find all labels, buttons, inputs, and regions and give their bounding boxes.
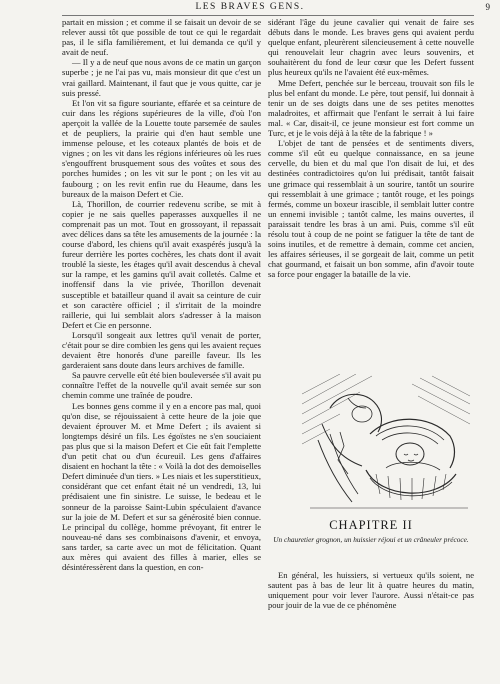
chapter-title: CHAPITRE II [329,518,413,532]
paragraph: Et l'on vit sa figure souriante, effarée et sa ceinture de cuir dans les régions supérieures de la ville, d'où l'on aperçoit la vallée de la Louette toute parsemée de saules et de peupliers, la prairie qui d'en haut semble une immense pelouse, et les coteaux plantés de bois et de vignes ; on les vit dans les régions inférieures où les rues s'engouffrent brusquement sous des voûtes et sous des porches humides ; on les vit sur le pont ; on les vit au faubourg ; on les revit enfin rue du Heaume, dans les bureaux de la maison Defert et Cie. [62,97,261,199]
paragraph: Les bonnes gens comme il y en a encore pas mal, quoi qu'on dise, se réjouissaient à cette heure de la joie que devaient éprouver M. et Mme Defert ; ils avaient si longtemps désiré un fils. Les égoïstes ne s'en souciaient pas plus que si la maison Defert et Cie eût fait l'emplette d'un petit chat ou d'un écureuil. Les gens d'affaires disaient en hochant la tête : « Voilà la dot des demoiselles Defert diminuée d'un tiers. » Les niais et les superstitieux, considérant que cet enfant était né un vendredi, 13, lui prédisaient une fin sinistre. Le suisse, le bedeau et le sonneur de la paroisse Saint-Lubin spéculaient d'avance sur la joie de M. Defert et sur sa générosité bien connue. Le principal du collège, homme prévoyant, fit entrer le nouveau-né dans ses combinaisons d'avenir, et envoya, sans tarder, sa carte avec un mot de félicitation. Quant aux mères qui avaient des filles à marier, elles se désintéressèrent dans la question, en con- [62,400,261,573]
paragraph: En général, les huissiers, si vertueux qu'ils soient, ne sautent pas à bas de leur lit à quatre heures du matin, uniquement pour voir lever l'aurore. Aussi n'était-ce pas pour jouir de la vue de ce phénomène [268,570,474,611]
paragraph: Sa pauvre cervelle eût été bien bouleversée s'il avait pu connaître l'effet de la nouvelle qu'il avait semée sur son chemin comme une traînée de poudre. [62,370,261,401]
paragraph: partait en mission ; et comme il se faisait un devoir de se relever aussi tôt que possible de tout ce qui le regardait pas, il le sifla familièrement, et lui demanda ce qu'il y avait de neuf. [62,17,261,58]
header-rule [62,15,474,16]
paragraph: — Il y a de neuf que nous avons de ce matin un garçon superbe ; je ne l'ai pas vu, mais monsieur dit que c'est un vrai gaillard. Maintenant, il faut que je vous quitte, car je suis pressé. [62,57,261,98]
page-number: 9 [485,2,490,12]
chapter-summary: Un chauretier grognon, un huissier réjoui et un crâneuler précoce. [273,535,469,544]
right-column-continued [268,570,474,610]
running-title: LES BRAVES GENS. [195,2,305,12]
paragraph: Mme Defert, penchée sur le berceau, trouvait son fils le plus bel enfant du monde. Le père, tout pensif, lui donnait à tenir un de ses doigts dans une de ses petites menottes maladroites, et affirmait que l'enfant le serrait à lui faire mal. « Car, disait-il, ce jeune monsieur est fort comme un Turc, et je le vois déjà à la tête de la fabrique ! » [268,77,474,139]
paragraph: sidérant l'âge du jeune cavalier qui venait de faire ses débuts dans le monde. Les braves gens qui avaient perdu quelque enfant, pleurèrent silencieusement à cette nouvelle qui renouvelait leur chagrin avec leurs souvenirs, et souhaitèrent du fond de leur cœur que les Defert fussent plus heureux qu'ils ne l'avaient été eux-mêmes. [268,17,474,78]
paragraph: Lorsqu'il songeait aux lettres qu'il venait de porter, c'était pour se dire combien les gens qui les avaient reçues devaient être honorés d'une pareille faveur. Ils les garderaient sans doute dans leurs archives de famille. [62,329,261,371]
paragraph: L'objet de tant de pensées et de sentiments divers, comme s'il eût eu quelque connaissance, en sa jeune cervelle, du bien et du mal que l'on disait de lui, et des destinées contradictoires qu'on lui prédisait, tantôt faisait une grimace qui ressemblait à un sourire, tantôt un sourire qui ressemblait à une grimace ; tantôt rouge, et les poings fermés, comme un boxeur irascible, il semblait lutter contre un ennemi invisible ; tantôt calme, les mains ouvertes, il paraissait tendre les bras à un ami. Puis, comme s'il eût résolu tout à coup de ne point se fatiguer la tête de tant de soins inutiles, et de remettre à demain, comme cet ancien, les affaires sérieuses, il se gorgeait de lait, comme un petit chat gourmand, et faisait un bon somme, afin d'avoir toute sa force pour engager la bataille de la vie. [268,138,474,280]
cradle-illustration [300,374,472,514]
left-column [62,17,261,572]
right-column [268,17,474,279]
paragraph: Là, Thorillon, de courrier redevenu scribe, se mit à copier je ne sais quelles paperasses auxquelles il ne comprenait pas un mot. Tout en grossoyant, il repassait avec délices dans sa tête les amusements de la journée : la course d'abord, les chiens qu'il avait exaspérés jusqu'à la fureur derrière les portes cochères, les chats dont il avait troublé la sieste, les étages qu'il avait descendus à cheval sur la rampe, et les gamins qu'il avait colletés. Calme et inoffensif dans la vie privée, Thorillon devenait susceptible et batailleur quand il avait sa ceinture de cuir et son caractère officiel ; il s'irritait de la moindre raillerie, qui lui semblait alors s'adresser à la maison Defert et Cie en personne. [62,198,261,330]
